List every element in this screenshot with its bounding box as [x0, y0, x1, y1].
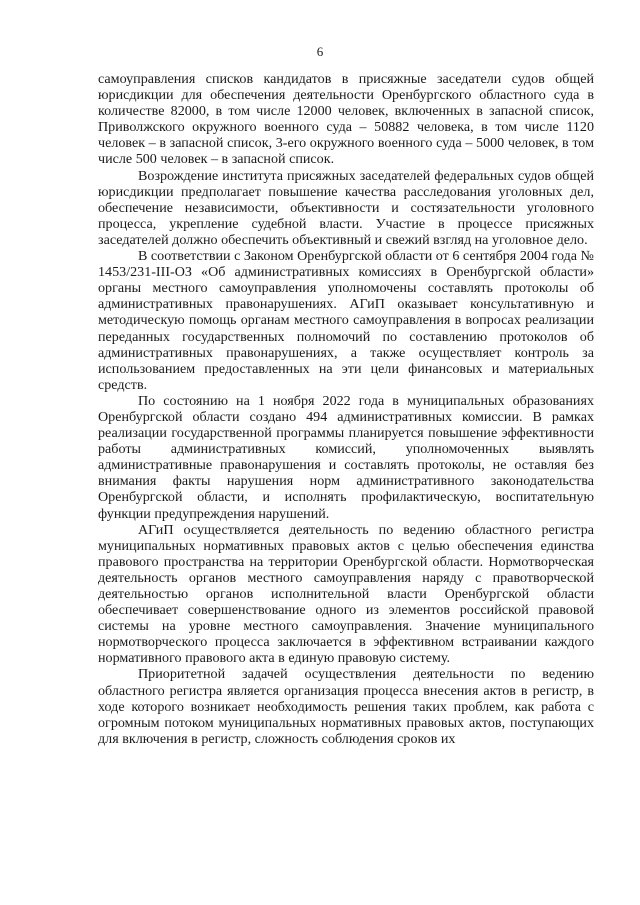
paragraph-administrative-law: В соответствии с Законом Оренбургской области от 6 сентября 2004 года № 1453/231-III-ОЗ «Об административных комиссиях в Оренбургской области» органы местного самоуправления уполномочены составлять протоколы об административных правонарушениях. АГиП оказывает консультативную и методическую помощь органам местного самоуправления в вопросах реализации переданных государственных полномочий по составлению протоколов об административных правонарушениях, а также осуществляет контроль за использованием предоставленных на эти цели финансовых и материальных средств. — [98, 248, 594, 393]
paragraph-regional-register: АГиП осуществляется деятельность по ведению областного регистра муниципальных нормативных правовых актов с целью обеспечения единства правового пространства на территории Оренбургской области. Нормотворческая деятельность органов местного самоуправления наряду с правотворческой деятельностью органов исполнительной власти Оренбургской области обеспечивает совершенствование одного из элементов российской правовой системы на уровне местного самоуправления. Значение муниципального нормотворческого процесса заключается в эффективном встраивании каждого нормативного правового акта в единую правовую систему. — [98, 521, 594, 667]
page-number: 6 — [316, 44, 324, 59]
document-body — [98, 71, 594, 747]
paragraph-jury-institute: Возрождение института присяжных заседателей федеральных судов общей юрисдикции предполагает повышение качества расследования уголовных дел, обеспечение независимости, объективности и состязательности уголовного процесса, укрепление судебной власти. Участие в процессе присяжных заседателей должно обеспечить объективный и свежий взгляд на уголовное дело. — [98, 167, 594, 248]
paragraph-administrative-commissions: По состоянию на 1 ноября 2022 года в муниципальных образованиях Оренбургской области создано 494 административных комиссии. В рамках реализации государственной программы планируется повышение эффективности работы административных комиссий, уполномоченных выявлять административные правонарушения и составлять протоколы, не оставляя без внимания факты нарушения норм административного законодательства Оренбургской области, и исполнять профилактическую, воспитательную функции предупреждения нарушений. — [98, 392, 594, 522]
paragraph-register-priority: Приоритетной задачей осуществления деятельности по ведению областного регистра является организация процесса внесения актов в регистр, в ходе которого возникает необходимость решения таких проблем, как работа с огромным потоком муниципальных нормативных правовых актов, поступающих для включения в регистр, сложность соблюдения сроков их — [98, 666, 594, 747]
paragraph-continuation: самоуправления списков кандидатов в присяжные заседатели судов общей юрисдикции для обеспечения деятельности Оренбургского областного суда в количестве 82000, в том числе 12000 человек, включенных в запасной список, Приволжского окружного военного суда – 50882 человека, в том числе 1120 человек – в запасной список, 3-его окружного военного суда – 5000 человек, в том числе 500 человек – в запасной список. — [98, 71, 594, 168]
